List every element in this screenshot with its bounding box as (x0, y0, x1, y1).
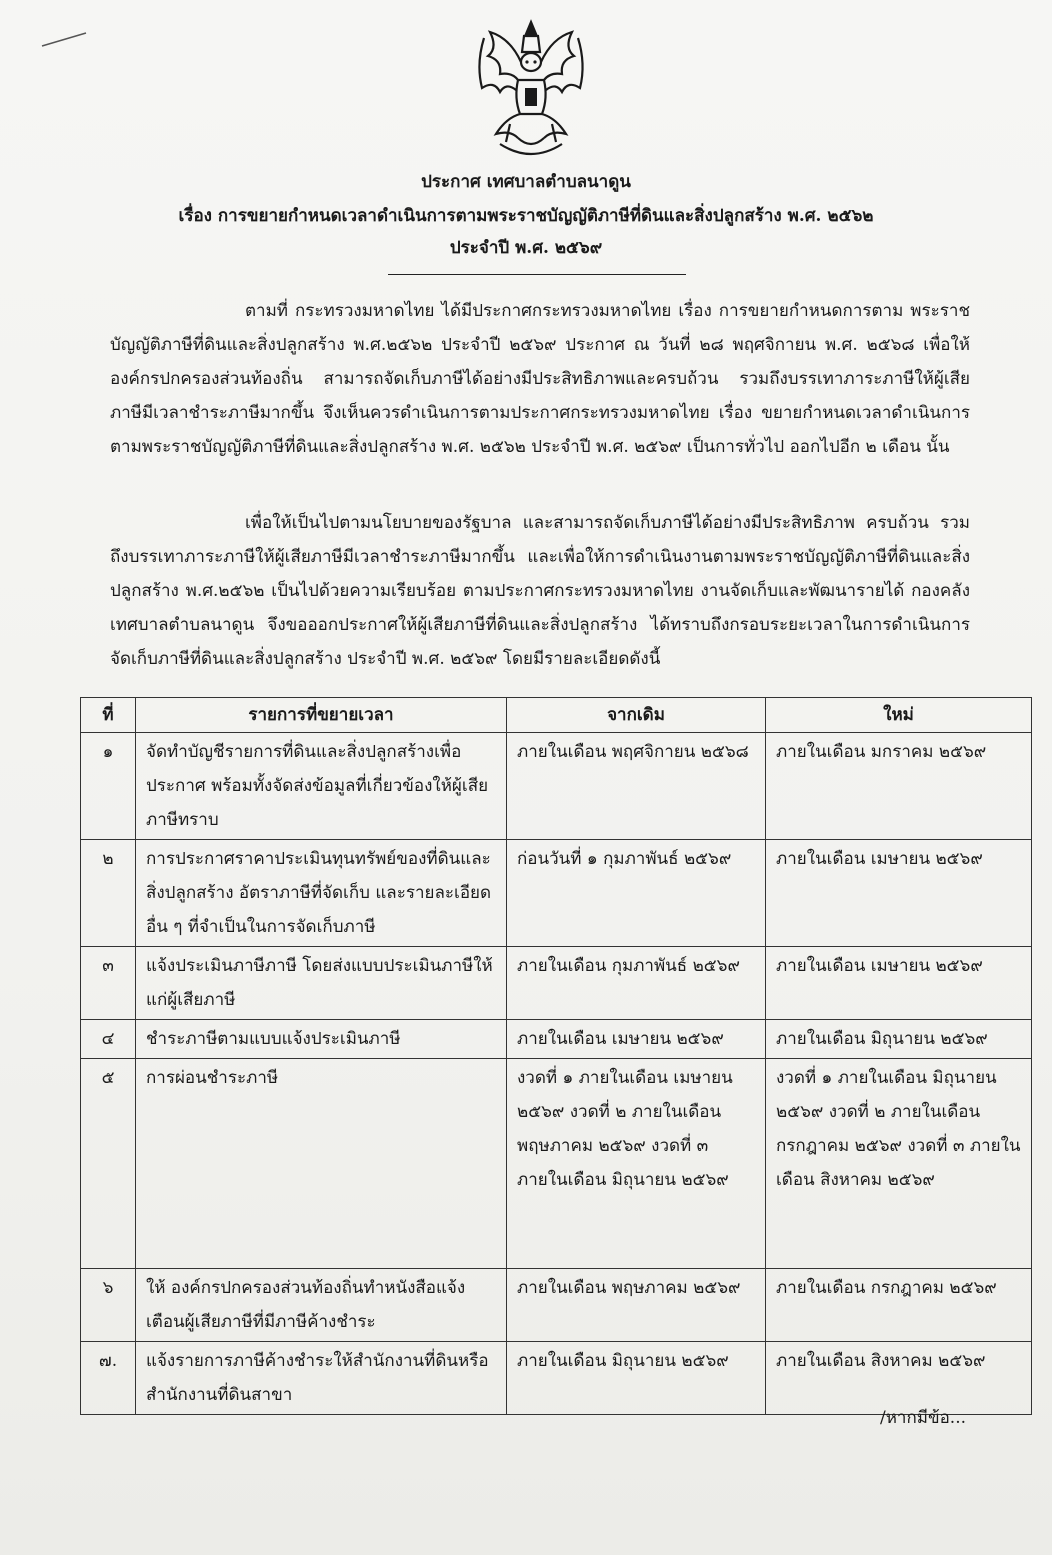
row-no: ๒ (81, 840, 136, 947)
row-from: ภายในเดือน เมษายน ๒๕๖๙ (507, 1020, 766, 1059)
row-new: งวดที่ ๑ ภายในเดือน มิถุนายน ๒๕๖๙ งวดที่ ๒ ภายในเดือน กรกฎาคม ๒๕๖๙ งวดที่ ๓ ภายในเดือน สิงหาคม ๒๕๖๙ (766, 1059, 1032, 1269)
header-new: ใหม่ (766, 698, 1032, 733)
table-row (81, 733, 1032, 840)
row-from: ภายในเดือน กุมภาพันธ์ ๒๕๖๙ (507, 947, 766, 1020)
row-new: ภายในเดือน เมษายน ๒๕๖๙ (766, 840, 1032, 947)
row-no: ๔ (81, 1020, 136, 1059)
paragraph-2-text: เพื่อให้เป็นไปตามนโยบายของรัฐบาล และสามารถจัดเก็บภาษีได้อย่างมีประสิทธิภาพ ครบถ้วน รวมถึงบรรเทาภาระภาษีให้ผู้เสียภาษีมีเวลาชำระภาษีมากขึ้น และเพื่อให้การดำเนินงานตามพระราชบัญญัติภาษีที่ดินและสิ่งปลูกสร้าง พ.ศ.๒๕๖๒ เป็นไปด้วยความเรียบร้อย ตามประกาศกระทรวงมหาดไทย งานจัดเก็บและพัฒนารายได้ กองคลัง เทศบาลตำบลนาดูน จึงขอออกประกาศให้ผู้เสียภาษีที่ดินและสิ่งปลูกสร้าง ได้ทราบถึงกรอบระยะเวลาในการดำเนินการจัดเก็บภาษีที่ดินและสิ่งปลูกสร้าง ประจำปี พ.ศ. ๒๕๖๙ โดยมีรายละเอียดดังนี้ (110, 513, 970, 669)
row-item: การผ่อนชำระภาษี (136, 1059, 507, 1269)
row-no: ๑ (81, 733, 136, 840)
row-no: ๗. (81, 1342, 136, 1415)
row-item: แจ้งประเมินภาษีภาษี โดยส่งแบบประเมินภาษีให้แก่ผู้เสียภาษี (136, 947, 507, 1020)
table-row (81, 840, 1032, 947)
header-divider (388, 274, 686, 275)
table-row (81, 1269, 1032, 1342)
row-from: งวดที่ ๑ ภายในเดือน เมษายน ๒๕๖๙ งวดที่ ๒ ภายในเดือน พฤษภาคม ๒๕๖๙ งวดที่ ๓ ภายในเดือน มิถุนายน ๒๕๖๙ (507, 1059, 766, 1269)
announcement-year: ประจำปี พ.ศ. ๒๕๖๙ (449, 238, 603, 258)
paragraph-1 (110, 294, 970, 464)
row-from: ภายในเดือน พฤศจิกายน ๒๕๖๘ (507, 733, 766, 840)
row-no: ๓ (81, 947, 136, 1020)
row-item: ให้ องค์กรปกครองส่วนท้องถิ่นทำหนังสือแจ้งเตือนผู้เสียภาษีที่มีภาษีค้างชำระ (136, 1269, 507, 1342)
row-new: ภายในเดือน สิงหาคม ๒๕๖๙ (766, 1342, 1032, 1415)
schedule-table (80, 697, 1032, 1415)
row-new: ภายในเดือน เมษายน ๒๕๖๙ (766, 947, 1032, 1020)
pen-mark-icon (40, 30, 90, 50)
paragraph-2 (110, 506, 970, 676)
row-from: ก่อนวันที่ ๑ กุมภาพันธ์ ๒๕๖๙ (507, 840, 766, 947)
announcement-title: ประกาศ เทศบาลตำบลนาดูน (421, 172, 631, 192)
table-header-row (81, 698, 1032, 733)
table-row (81, 1020, 1032, 1059)
header-item: รายการที่ขยายเวลา (136, 698, 507, 733)
row-new: ภายในเดือน มกราคม ๒๕๖๙ (766, 733, 1032, 840)
continuation-note: /หากมีข้อ... (880, 1408, 967, 1428)
table-row (81, 947, 1032, 1020)
row-item: ชำระภาษีตามแบบแจ้งประเมินภาษี (136, 1020, 507, 1059)
row-new: ภายในเดือน มิถุนายน ๒๕๖๙ (766, 1020, 1032, 1059)
announcement-subject: เรื่อง การขยายกำหนดเวลาดำเนินการตามพระราชบัญญัติภาษีที่ดินและสิ่งปลูกสร้าง พ.ศ. ๒๕๖๒ (178, 206, 874, 226)
table-row (81, 1059, 1032, 1269)
paragraph-1-text: ตามที่ กระทรวงมหาดไทย ได้มีประกาศกระทรวงมหาดไทย เรื่อง การขยายกำหนดการตาม พระราชบัญญัติภาษีที่ดินและสิ่งปลูกสร้าง พ.ศ.๒๕๖๒ ประจำปี ๒๕๖๙ ประกาศ ณ วันที่ ๒๘ พฤศจิกายน พ.ศ. ๒๕๖๘ เพื่อให้องค์กรปกครองส่วนท้องถิ่น สามารถจัดเก็บภาษีได้อย่างมีประสิทธิภาพและครบถ้วน รวมถึงบรรเทาภาระภาษีให้ผู้เสียภาษีมีเวลาชำระภาษีมากขึ้น จึงเห็นควรดำเนินการตามประกาศกระทรวงมหาดไทย เรื่อง ขยายกำหนดเวลาดำเนินการตามพระราชบัญญัติภาษีที่ดินและสิ่งปลูกสร้าง พ.ศ. ๒๕๖๒ ประจำปี พ.ศ. ๒๕๖๙ เป็นการทั่วไป ออกไปอีก ๒ เดือน นั้น (110, 301, 970, 457)
row-item: จัดทำบัญชีรายการที่ดินและสิ่งปลูกสร้างเพื่อประกาศ พร้อมทั้งจัดส่งข้อมูลที่เกี่ยวข้องให้ผู้เสียภาษีทราบ (136, 733, 507, 840)
row-from: ภายในเดือน พฤษภาคม ๒๕๖๙ (507, 1269, 766, 1342)
row-from: ภายในเดือน มิถุนายน ๒๕๖๙ (507, 1342, 766, 1415)
garuda-emblem-icon (470, 18, 592, 160)
row-no: ๕ (81, 1059, 136, 1269)
row-no: ๖ (81, 1269, 136, 1342)
header-from: จากเดิม (507, 698, 766, 733)
row-new: ภายในเดือน กรกฎาคม ๒๕๖๙ (766, 1269, 1032, 1342)
row-item: แจ้งรายการภาษีค้างชำระให้สำนักงานที่ดินหรือสำนักงานที่ดินสาขา (136, 1342, 507, 1415)
row-item: การประกาศราคาประเมินทุนทรัพย์ของที่ดินและสิ่งปลูกสร้าง อัตราภาษีที่จัดเก็บ และรายละเอียดอื่น ๆ ที่จำเป็นในการจัดเก็บภาษี (136, 840, 507, 947)
header-no: ที่ (81, 698, 136, 733)
